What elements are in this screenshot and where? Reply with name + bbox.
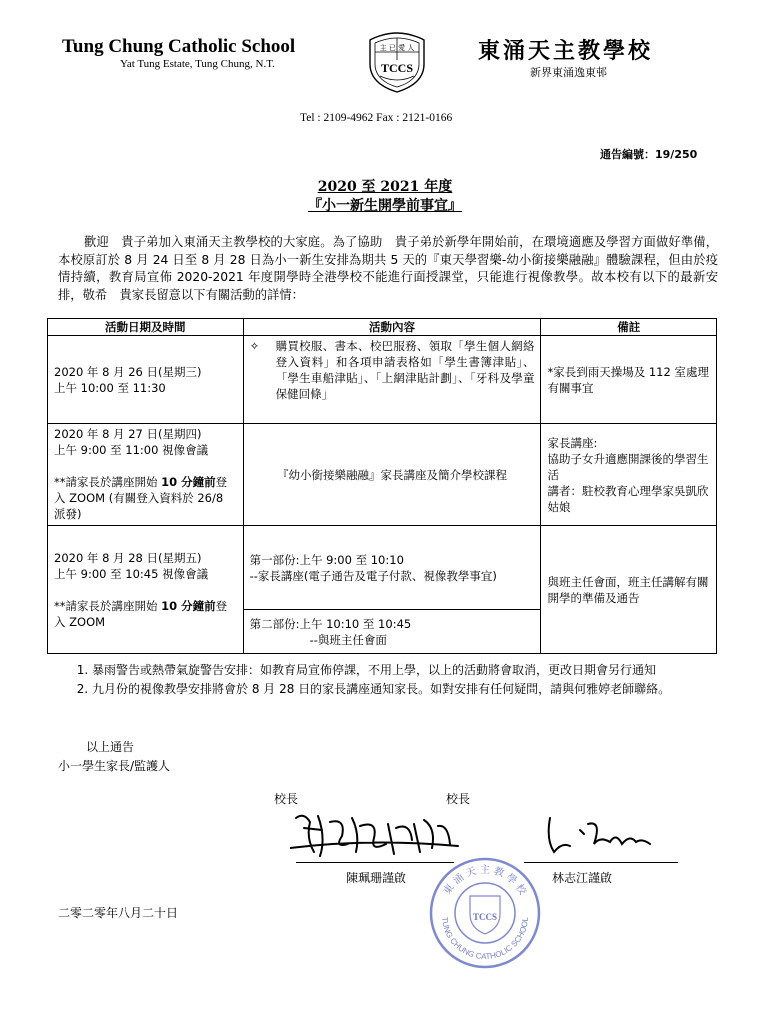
cell-date bbox=[48, 336, 244, 424]
row2-remark-speaker: 講者：駐校教育心理學家吳凱欣姑娘 bbox=[547, 483, 709, 514]
closing-line: 以上通告 bbox=[86, 740, 135, 754]
row3-part2-title: 第二部份:上午 10:10 至 10:45 bbox=[249, 616, 412, 631]
schedule-table bbox=[47, 318, 717, 654]
table-row bbox=[48, 424, 717, 526]
table-header-row bbox=[48, 319, 717, 336]
svg-text:TCCS: TCCS bbox=[472, 912, 498, 922]
cell-date bbox=[48, 526, 244, 654]
notice-number: 通告編號：19/250 bbox=[600, 148, 698, 161]
row2-content: 『幼小銜接樂融融』家長講座及簡介學校課程 bbox=[277, 467, 508, 482]
cell-remark bbox=[541, 526, 717, 654]
row1-remark: *家長到雨天操場及 112 室處理有關事宜 bbox=[547, 364, 709, 395]
right-signature-line bbox=[524, 862, 678, 863]
school-address-en: Yat Tung Estate, Tung Chung, N.T. bbox=[120, 58, 275, 70]
title-main: 『小一新生開學前事宜』 bbox=[308, 198, 462, 214]
school-stamp bbox=[428, 856, 542, 970]
row3-part2-desc: --與班主任會面 bbox=[309, 632, 387, 647]
row2-date: 2020 年 8 月 27 日(星期四) bbox=[54, 427, 202, 441]
cell-content bbox=[243, 336, 541, 424]
row3-part1-title: 第一部份:上午 9:00 至 10:10 bbox=[249, 552, 404, 567]
right-principal-title: 校長 bbox=[446, 792, 471, 806]
svg-text:東 涌 天 主 教 學 校: 東 涌 天 主 教 學 校 bbox=[442, 865, 528, 897]
note-item: 1. 暴雨警告或熱帶氣旋警告安排：如教育局宣佈停課，不用上學，以上的活動將會取消，更改日期會另行通知 bbox=[92, 662, 718, 679]
right-principal-name: 林志江謹啟 bbox=[552, 871, 613, 885]
row1-content: 購買校服、書本、校巴服務、領取「學生個人網絡登入資料」和各項申請表格如「學生書簿津貼」、「學生車船津貼」、「上網津貼計劃」、「牙科及學童保健回條」 bbox=[275, 339, 535, 401]
notes-list bbox=[58, 662, 718, 700]
row1-date: 2020 年 8 月 26 日(星期三) bbox=[54, 364, 202, 379]
row3-note: **請家長於講座開始 10 分鐘前登入 ZOOM bbox=[54, 598, 228, 629]
school-crest-logo bbox=[362, 30, 432, 94]
row1-time: 上午 10:00 至 11:30 bbox=[54, 380, 166, 395]
header-date: 活動日期及時間 bbox=[48, 319, 244, 336]
note-item: 2. 九月份的視像教學安排將會於 8 月 28 日的家長講座通知家長。如對安排有任何疑問，請與何雅婷老師聯絡。 bbox=[92, 681, 718, 698]
row3-time: 上午 9:00 至 10:45 視像會議 bbox=[54, 566, 209, 581]
recipient-line: 小一學生家長/監護人 bbox=[58, 759, 171, 773]
school-address-zh: 新界東涌逸東邨 bbox=[530, 66, 607, 79]
left-principal-name: 陳珮珊謹啟 bbox=[346, 871, 407, 885]
title-year: 2020 至 2021 年度 bbox=[317, 179, 453, 195]
left-signature bbox=[290, 808, 460, 862]
header-remark: 備註 bbox=[541, 319, 717, 336]
notice-date: 二零二零年八月二十日 bbox=[58, 906, 179, 920]
header-content: 活動內容 bbox=[243, 319, 541, 336]
row3-remark: 與班主任會面，班主任講解有關開學的準備及通告 bbox=[547, 574, 709, 605]
svg-text:TCCS: TCCS bbox=[380, 61, 414, 75]
svg-text:主 已 愛 人: 主 已 愛 人 bbox=[379, 44, 415, 52]
table-row bbox=[48, 526, 717, 610]
cell-remark bbox=[541, 424, 717, 526]
cell-date bbox=[48, 424, 244, 526]
cell-content bbox=[243, 424, 541, 526]
svg-text:TUNG CHUNG CATHOLIC SCHOOL: TUNG CHUNG CATHOLIC SCHOOL bbox=[439, 916, 531, 962]
school-name-zh: 東涌天主教學校 bbox=[478, 39, 654, 64]
row3-date: 2020 年 8 月 28 日(星期五) bbox=[54, 550, 202, 565]
school-name-en: Tung Chung Catholic School bbox=[62, 36, 296, 57]
row3-part1-desc: --家長講座(電子通告及電子付款、視像教學事宜) bbox=[249, 568, 497, 583]
left-principal-title: 校長 bbox=[274, 792, 299, 806]
right-signature bbox=[540, 812, 660, 858]
intro-paragraph: 歡迎 貴子弟加入東涌天主教學校的大家庭。為了協助 貴子弟於新學年開始前，在環境適應及學習方面做好準備，本校原訂於 8 月 24 日至 8 月 28 日為小一新生安排為期共 5 天的『東天學習樂-幼小銜接樂融融』體驗課程，但由於疫情持續，教育局宣佈 2020-2021 年度開學時全港學校不能進行面授課堂，只能進行視像教學。故本校有以下的最新安排，敬希 貴家長留意以下有關活動的詳情： bbox=[58, 235, 718, 302]
table-row bbox=[48, 336, 717, 424]
row2-time: 上午 9:00 至 11:00 視像會議 bbox=[54, 443, 209, 457]
cell-content bbox=[243, 526, 541, 610]
diamond-bullet-icon: ✧ bbox=[249, 339, 260, 353]
row2-remark-title: 家長講座: bbox=[547, 435, 598, 450]
contact-info: Tel : 2109-4962 Fax : 2121-0166 bbox=[300, 112, 453, 124]
cell-remark bbox=[541, 336, 717, 424]
cell-content bbox=[243, 610, 541, 654]
row2-remark-topic: 協助子女升適應開課後的學習生活 bbox=[547, 451, 709, 482]
row2-note: **請家長於講座開始 10 分鐘前登入 ZOOM (有關登入資料於 26/8 派發) bbox=[54, 475, 228, 521]
